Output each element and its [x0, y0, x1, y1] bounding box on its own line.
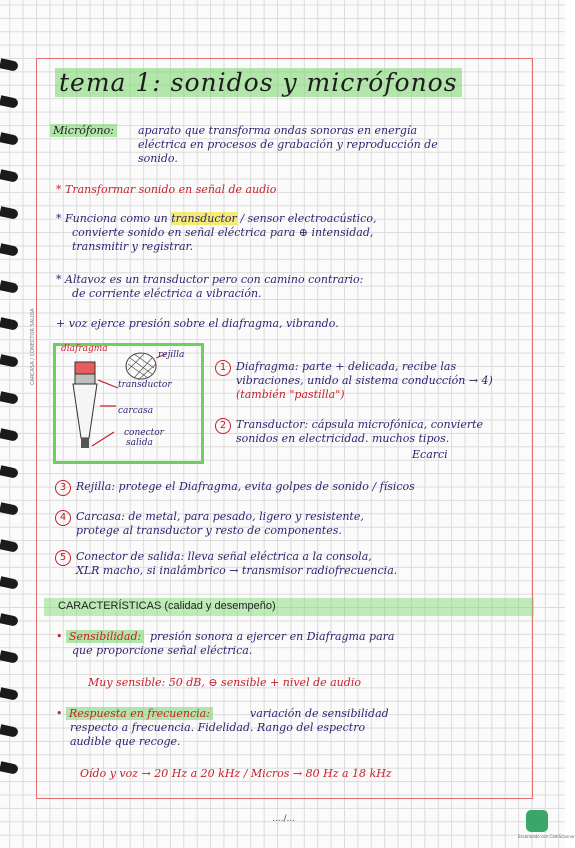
transducer-arrow [98, 380, 118, 388]
part-diafragma-line-2: vibraciones, unido al sistema conducción → 4) [236, 374, 493, 387]
label-diafragma: diafragma [61, 344, 108, 354]
binding-ring [0, 206, 19, 220]
part-number: 1 [215, 360, 231, 376]
binding-ring [0, 428, 19, 442]
connector-arrow [92, 432, 114, 446]
label-rejilla: rejilla [158, 350, 185, 360]
connector-shape [81, 438, 89, 448]
binding-ring [0, 761, 19, 775]
casing-shape [73, 384, 97, 438]
char-respuesta-term: • Respuesta en frecuencia: [56, 707, 213, 721]
camscanner-logo [526, 810, 548, 832]
bullet-transductor-line-3: transmitir y registrar. [72, 240, 194, 253]
binding-ring [0, 391, 19, 405]
binding-ring [0, 243, 19, 257]
page-title: tema 1: sonidos y micrófonos [55, 68, 462, 98]
part-conector-line-2: XLR macho, si inalámbrico → transmisor radiofrecuencia. [76, 564, 398, 577]
binding-ring [0, 613, 19, 627]
binding-ring [0, 317, 19, 331]
part-transductor-line-2: sonidos en electricidad. muchos tipos. [236, 432, 450, 445]
char-sensibilidad-line-2: que proporcione señal eléctrica. [72, 644, 253, 657]
microphone-diagram [53, 343, 204, 464]
page-margin-top [36, 58, 533, 59]
char-respuesta-line-2: respecto a frecuencia. Fidelidad. Rango del espectro [70, 721, 366, 734]
label-carcasa: carcasa [118, 406, 154, 416]
bullet-altavoz-line-2: de corriente eléctrica a vibración. [72, 287, 262, 300]
binding-ring [0, 280, 19, 294]
diagram-side-note: CARCASA / CONECTOR SALIDA [30, 308, 36, 385]
part-number: 5 [55, 550, 71, 566]
binding-ring [0, 354, 19, 368]
page-margin-right [532, 58, 533, 798]
char-respuesta-line-1: variación de sensibilidad [250, 707, 389, 720]
label-salida: salida [126, 438, 153, 448]
definition-line-1: aparato que transforma ondas sonoras en energía [138, 124, 418, 137]
part-number: 2 [215, 418, 231, 434]
bullet-altavoz-line-1: * Altavoz es un transductor pero con camino contrario: [56, 273, 364, 286]
page-margin-left [36, 58, 37, 798]
spiral-binding [0, 0, 30, 848]
section-heading: CARACTERÍSTICAS (calidad y desempeño) [44, 598, 534, 616]
diaphragm-shape [75, 362, 95, 374]
part-diafragma-line-1: Diafragma: parte + delicada, recibe las [236, 360, 457, 373]
label-transductor: transductor [118, 380, 172, 390]
part-number: 3 [55, 480, 71, 496]
binding-ring [0, 58, 19, 72]
binding-ring [0, 95, 19, 109]
binding-ring [0, 687, 19, 701]
bullet-transductor-line-1: * Funciona como un transductor / sensor electroacústico, [56, 212, 377, 225]
char-sensibilidad-line-1: presión sonora a ejercer en Diafragma para [150, 630, 395, 643]
part-transductor-line-1: Transductor: cápsula microfónica, convierte [236, 418, 484, 431]
transducer-shape [75, 374, 95, 384]
binding-ring [0, 132, 19, 146]
page-margin-bottom [36, 798, 533, 799]
char-sensibilidad-line-3: Muy sensible: 50 dB, ⊖ sensible + nivel de audio [88, 676, 361, 689]
binding-ring [0, 539, 19, 553]
binding-ring [0, 465, 19, 479]
definition-term: Micrófono: [50, 124, 117, 138]
bullet-transform: * Transformar sonido en señal de audio [56, 183, 277, 196]
definition-line-2: eléctrica en procesos de grabación y reproducción de [138, 138, 438, 151]
page-number: ..../... [272, 814, 296, 824]
label-conector: conector [124, 428, 164, 438]
part-number: 4 [55, 510, 71, 526]
char-sensibilidad-term: • Sensibilidad: [56, 630, 144, 644]
binding-ring [0, 724, 19, 738]
definition-line-3: sonido. [138, 152, 178, 165]
part-conector-line-1: Conector de salida: lleva señal eléctrica a la consola, [76, 550, 372, 563]
part-rejilla-line-1: Rejilla: protege el Diafragma, evita golpes de sonido / físicos [76, 480, 415, 493]
part-transductor-line-3: Ecarci [412, 448, 448, 461]
binding-ring [0, 576, 19, 590]
binding-ring [0, 502, 19, 516]
part-carcasa-line-1: Carcasa: de metal, para pesado, ligero y resistente, [76, 510, 364, 523]
bullet-voz: + voz ejerce presión sobre el diafragma, vibrando. [56, 317, 339, 330]
char-respuesta-line-3: audible que recoge. [70, 735, 181, 748]
binding-ring [0, 650, 19, 664]
char-respuesta-line-4: Oído y voz → 20 Hz a 20 kHz / Micros → 80 Hz a 18 kHz [80, 767, 392, 780]
camscanner-text: Escaneado con CamScanner [518, 834, 575, 839]
part-diafragma-line-3: (también "pastilla") [236, 388, 345, 401]
binding-ring [0, 169, 19, 183]
part-carcasa-line-2: protege al transductor y resto de componentes. [76, 524, 342, 537]
bullet-transductor-line-2: convierte sonido en señal eléctrica para ⊕ intensidad, [72, 226, 374, 239]
